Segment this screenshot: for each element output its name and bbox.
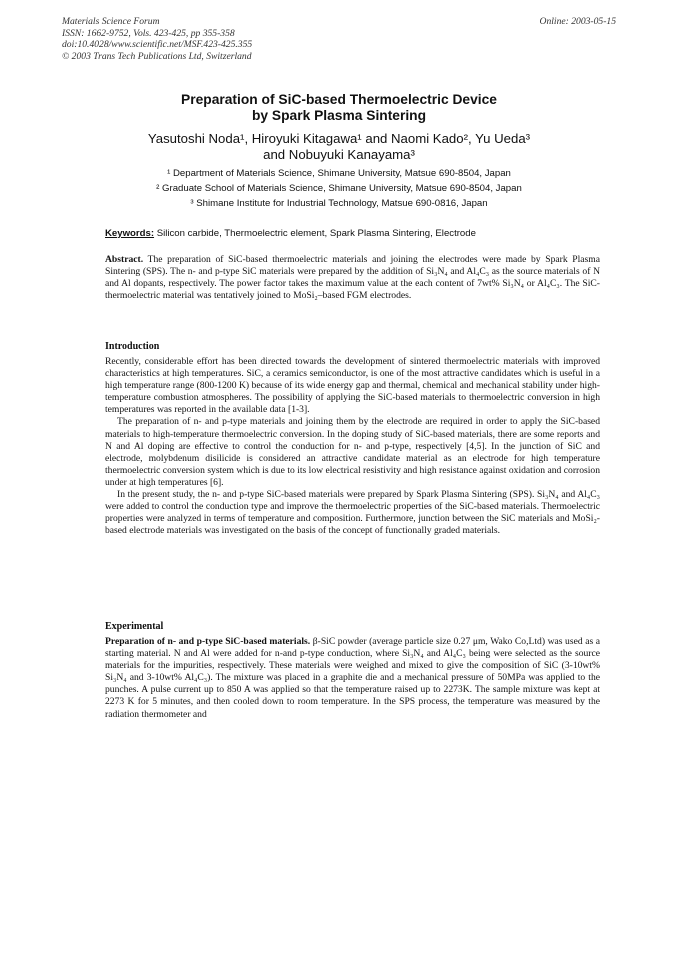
affiliation-1: ¹ Department of Materials Science, Shimane University, Matsue 690-8504, Japan — [167, 168, 511, 179]
doi-line: doi:10.4028/www.scientific.net/MSF.423-425.355 — [62, 39, 253, 50]
experimental-text: β-SiC powder (average particle size 0.27 μm, Wako Co,Ltd) was used as a starting material. N and Al were added for n-and p-type conduction, where Si₃N₄ and Al₄C₃ being were selected as the source materials for the impurities, respectively. These materials were weighed and mixed to give the composition of SiC (3-10wt% Si₃N₄ and 3-10wt% Al₄C₃). The mixture was placed in a graphite die and a mechanical pressure of 50MPa was applied to the punches. A pulse current up to 850 A was applied so that the temperature raised up to 2273K. The sample mixture was kept at 2273 K for 5 minutes, and then cooled down to room temperature. In the SPS process, the temperature was measured by the radiation thermometer and — [105, 636, 600, 720]
intro-paragraph-1: Recently, considerable effort has been directed towards the development of sintered thermoelectric materials with improved characteristics at high temperatures. SiC, a ceramics semiconductor, is one of the most attractive candidates which is useful in a high temperature range (800-1200 K) because of its wide energy gap and thermal, chemical and mechanical stability under high-temperature combustion atmospheres. The possibility of applying the SiC-based materials to thermoelectric conversion in high temperatures was reported in the available data [1-3]. — [105, 356, 600, 416]
experimental-body — [105, 636, 600, 721]
intro-paragraph-2: The preparation of n- and p-type materials and joining them by the electrode are required in order to apply the SiC-based materials to high-temperature thermoelectric conversion. In the doping study of SiC-based materials, there are some reports and N and Al doping are effective to control the conduction for n- and p-type, respectively [4,5]. In the junction of SiC and electrode, molybdenum disilicide is considered an attractive candidate material as an electrode for high temperature thermoelectric conversion system which is due to its low electrical resistivity and high resistance against oxidation and corrosion under at high temperatures [6]. — [105, 416, 600, 488]
subsection-label: Preparation of n- and p-type SiC-based materials. — [105, 636, 311, 647]
affiliations — [60, 166, 618, 212]
title-line-1: Preparation of SiC-based Thermoelectric Device — [181, 92, 497, 107]
abstract — [105, 254, 600, 302]
introduction-heading: Introduction — [105, 341, 160, 352]
paper-title — [60, 92, 618, 123]
author-list — [60, 131, 618, 163]
keywords-label: Keywords: — [105, 228, 155, 239]
affiliation-2: ² Graduate School of Materials Science, Shimane University, Matsue 690-8504, Japan — [156, 183, 522, 195]
keywords — [105, 228, 600, 240]
introduction-body — [105, 356, 600, 537]
journal-name: Materials Science Forum — [62, 16, 160, 27]
title-line-2: by Spark Plasma Sintering — [251, 107, 427, 123]
authors-line-1: Yasutoshi Noda¹, Hiroyuki Kitagawa¹ and Naomi Kado², Yu Ueda³ — [147, 131, 531, 146]
abstract-label: Abstract. — [105, 254, 144, 265]
experimental-heading: Experimental — [105, 621, 164, 632]
experimental-paragraph — [105, 636, 600, 721]
online-date: Online: 2003-05-15 — [539, 16, 616, 27]
abstract-text: The preparation of SiC-based thermoelectric materials and joining the electrodes were made by Spark Plasma Sintering (SPS). The n- and p-type SiC materials were prepared by the addition of Si₃N₄ and Al₄C₃ as the source materials of N and Al dopants, respectively. The power factor takes the maximum value at the each content of 7wt% Si₃N₄ or Al₄C₃. The SiC-thermoelectric material was tentatively joined to MoSi₂–based FGM electrodes. — [105, 254, 600, 302]
affiliation-3: ³ Shimane Institute for Industrial Technology, Matsue 690-0816, Japan — [190, 198, 488, 210]
intro-paragraph-3: In the present study, the n- and p-type SiC-based materials were prepared by Spark Plasma Sintering (SPS). Si₃N₄ and Al₄C₃ were added to control the conduction type and improve the thermoelectric properties of the SiC-based materials. Thermoelectric properties were analyzed in terms of temperature and composition. Furthermore, junction between the SiC materials and MoSi₂-based electrode materials was investigated on the basis of the concept of functionally graded materials. — [105, 489, 600, 537]
issn-line: ISSN: 1662-9752, Vols. 423-425, pp 355-358 — [62, 27, 235, 39]
copyright-line: © 2003 Trans Tech Publications Ltd, Switzerland — [62, 50, 252, 62]
keywords-text: Silicon carbide, Thermoelectric element, Spark Plasma Sintering, Electrode — [154, 228, 476, 239]
authors-line-2: and Nobuyuki Kanayama³ — [263, 146, 415, 162]
journal-info — [62, 16, 252, 62]
